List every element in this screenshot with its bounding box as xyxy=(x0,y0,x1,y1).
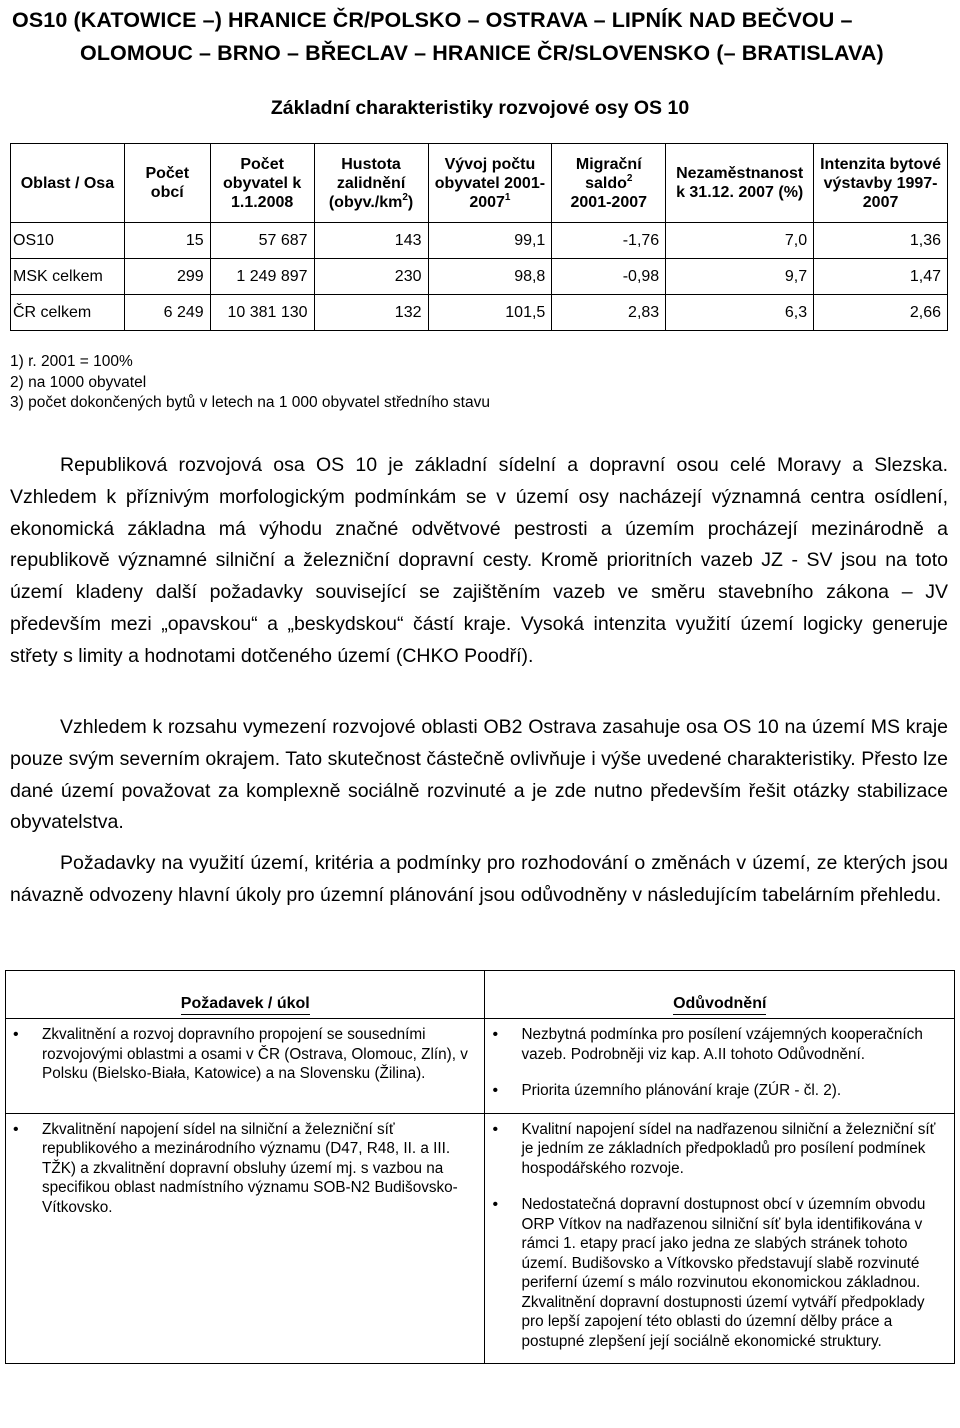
table-footnotes xyxy=(10,352,490,414)
stats-header-row xyxy=(11,144,948,223)
cell-intenzita: 1,36 xyxy=(814,223,948,259)
header-migrace-years: 2001-2007 xyxy=(570,193,648,211)
paragraph-3 xyxy=(10,848,948,912)
header-vyvoj xyxy=(428,144,552,223)
list-item: • Zkvalitnění a rozvoj dopravního propojení se sousedními rozvojovými oblastmi a osami v ČR (Ostrava, Olomouc, Zlín), v Polsku (Bielsko-Biała, Katowice) a na Slovensku (Žilina). xyxy=(8,1025,478,1084)
header-oduvodneni-text: Odůvodnění xyxy=(673,994,766,1015)
header-nezamestnanost: Nezaměstnanost k 31.12. 2007 (%) xyxy=(666,144,814,223)
list-item: • Kvalitní napojení sídel na nadřazenou silniční a železniční síť je jedním ze základních předpokladů pro posílení podmínek hospodářského rozvoje. xyxy=(487,1120,948,1179)
requirements-header-row xyxy=(6,971,955,1019)
task-cell xyxy=(6,1113,485,1364)
header-migrace-sup: 2 xyxy=(626,172,633,184)
footnote-2: 2) na 1000 obyvatel xyxy=(10,373,147,391)
header-hustota-sup: 2 xyxy=(402,191,408,203)
table-title: Základní charakteristiky rozvojové osy OS 10 xyxy=(270,97,690,119)
cell-obci: 6 249 xyxy=(124,295,210,331)
cell-hustota: 143 xyxy=(314,223,428,259)
cell-vyvoj: 98,8 xyxy=(428,259,552,295)
footnote-3: 3) počet dokončených bytů v letech na 1 000 obyvatel středního stavu xyxy=(10,394,490,411)
table-row xyxy=(6,1113,955,1364)
cell-vyvoj: 101,5 xyxy=(428,295,552,331)
cell-migrace: -0,98 xyxy=(552,259,666,295)
cell-name: MSK celkem xyxy=(11,259,125,295)
cell-hustota: 132 xyxy=(314,295,428,331)
cell-obci: 15 xyxy=(124,223,210,259)
header-hustota-close: ) xyxy=(407,193,414,211)
cell-nezam: 6,3 xyxy=(666,295,814,331)
cell-obyv: 1 249 897 xyxy=(210,259,314,295)
cell-intenzita: 2,66 xyxy=(814,295,948,331)
header-pozadavek-text: Požadavek / úkol xyxy=(181,994,310,1015)
title-line-1: OS10 (KATOWICE –) HRANICE ČR/POLSKO – OSTRAVA – LIPNÍK NAD BEČVOU – xyxy=(12,8,853,32)
table-row xyxy=(6,1019,955,1114)
header-pocet-obci: Počet obcí xyxy=(124,144,210,223)
task-cell xyxy=(6,1019,485,1114)
cell-name: ČR celkem xyxy=(11,295,125,331)
table-row xyxy=(11,223,948,259)
cell-nezam: 7,0 xyxy=(666,223,814,259)
paragraph-2 xyxy=(10,712,948,839)
cell-nezam: 9,7 xyxy=(666,259,814,295)
title-line-2: OLOMOUC – BRNO – BŘECLAV – HRANICE ČR/SLOVENSKO (– BRATISLAVA) xyxy=(80,41,884,65)
footnote-1: 1) r. 2001 = 100% xyxy=(10,353,133,370)
requirements-table xyxy=(5,970,955,1364)
document-title xyxy=(12,4,952,70)
cell-migrace: -1,76 xyxy=(552,223,666,259)
cell-intenzita: 1,47 xyxy=(814,259,948,295)
list-item: • Priorita územního plánování kraje (ZÚR - čl. 2). xyxy=(487,1081,948,1101)
reason-cell xyxy=(485,1019,955,1114)
cell-name: OS10 xyxy=(11,223,125,259)
cell-hustota: 230 xyxy=(314,259,428,295)
list-item: • Nedostatečná dopravní dostupnost obcí v územním obvodu ORP Vítkov na nadřazenou silniční síť byla identifikována v rámci 1. etapy prací jako jedna ze slabých stránek tohoto území. Budišovsko a Vítkovsko představují slabě rozvinuté periferní území s málo rozvinutou ekonomickou základnou. Zkvalitnění dopravní dostupnosti území vytváří předpoklady pro lepší zapojení této oblasti do územní dělby práce a postupné zlepšení její sociálně ekonomické struktury. xyxy=(487,1195,948,1351)
table-row xyxy=(11,295,948,331)
cell-migrace: 2,83 xyxy=(552,295,666,331)
header-oduvodneni xyxy=(485,971,955,1019)
header-migrace-text: Migrační saldo xyxy=(575,155,642,192)
header-pozadavek xyxy=(6,971,485,1019)
list-item: • Zkvalitnění napojení sídel na silniční a železniční síť republikového a mezinárodního významu (D47, R48, II. a III. TŽK) a zkvalitnění dopravní obsluhy území mj. s vazbou na specifikou oblast nadmístního významu SOB-N2 Budišovsko-Vítkovsko. xyxy=(8,1120,478,1218)
header-hustota xyxy=(314,144,428,223)
reason-cell xyxy=(485,1113,955,1364)
header-vyvoj-text: Vývoj počtu obyvatel 2001-2007 xyxy=(434,155,546,211)
header-migrace xyxy=(552,144,666,223)
paragraph-1 xyxy=(10,450,948,673)
cell-obci: 299 xyxy=(124,259,210,295)
header-hustota-text: Hustota zalidnění (obyv./km xyxy=(328,155,406,211)
header-oblast: Oblast / Osa xyxy=(11,144,125,223)
paragraph-2-text: Vzhledem k rozsahu vymezení rozvojové oblasti OB2 Ostrava zasahuje osa OS 10 na území MS kraje pouze svým severním okrajem. Tato skutečnost částečně ovlivňuje i výše uvedené charakteristiky. Přesto lze dané území považovat za komplexně sociálně rozvinuté a je zde nutno především řešit otázky stabilizace obyvatelstva. xyxy=(10,716,948,834)
cell-vyvoj: 99,1 xyxy=(428,223,552,259)
header-pocet-obyvatel: Počet obyvatel k 1.1.2008 xyxy=(210,144,314,223)
table-row xyxy=(11,259,948,295)
cell-obyv: 10 381 130 xyxy=(210,295,314,331)
paragraph-3-text: Požadavky na využití území, kritéria a podmínky pro rozhodování o změnách v území, ze kterých jsou návazně odvozeny hlavní úkoly pro územní plánování jsou odůvodněny v následujícím tabelárním přehledu. xyxy=(10,852,948,906)
header-intenzita: Intenzita bytové výstavby 1997-2007 xyxy=(814,144,948,223)
cell-obyv: 57 687 xyxy=(210,223,314,259)
list-item: • Nezbytná podmínka pro posílení vzájemných kooperačních vazeb. Podrobněji viz kap. A.II tohoto Odůvodnění. xyxy=(487,1025,948,1064)
paragraph-1-text: Republiková rozvojová osa OS 10 je základní sídelní a dopravní osou celé Moravy a Slezska. Vzhledem k příznivým morfologickým podmínkám se v území osy nacházejí významná centra osídlení, ekonomická základna má výhodu značné odvětvové pestrosti a územím procházejí mezinárodně a republikově významné silniční a železniční dopravní cesty. Kromě prioritních vazeb JZ - SV jsou na toto území kladeny další požadavky související se zajištěním vazeb ve směru stavebního zákona – JV především mezi „opavskou“ a „beskydskou“ částí kraje. Vysoká intenzita využití území logicky generuje střety s limity a hodnotami dotčeného území (CHKO Poodří). xyxy=(10,454,948,667)
header-vyvoj-sup: 1 xyxy=(504,191,511,203)
stats-table xyxy=(10,143,948,331)
